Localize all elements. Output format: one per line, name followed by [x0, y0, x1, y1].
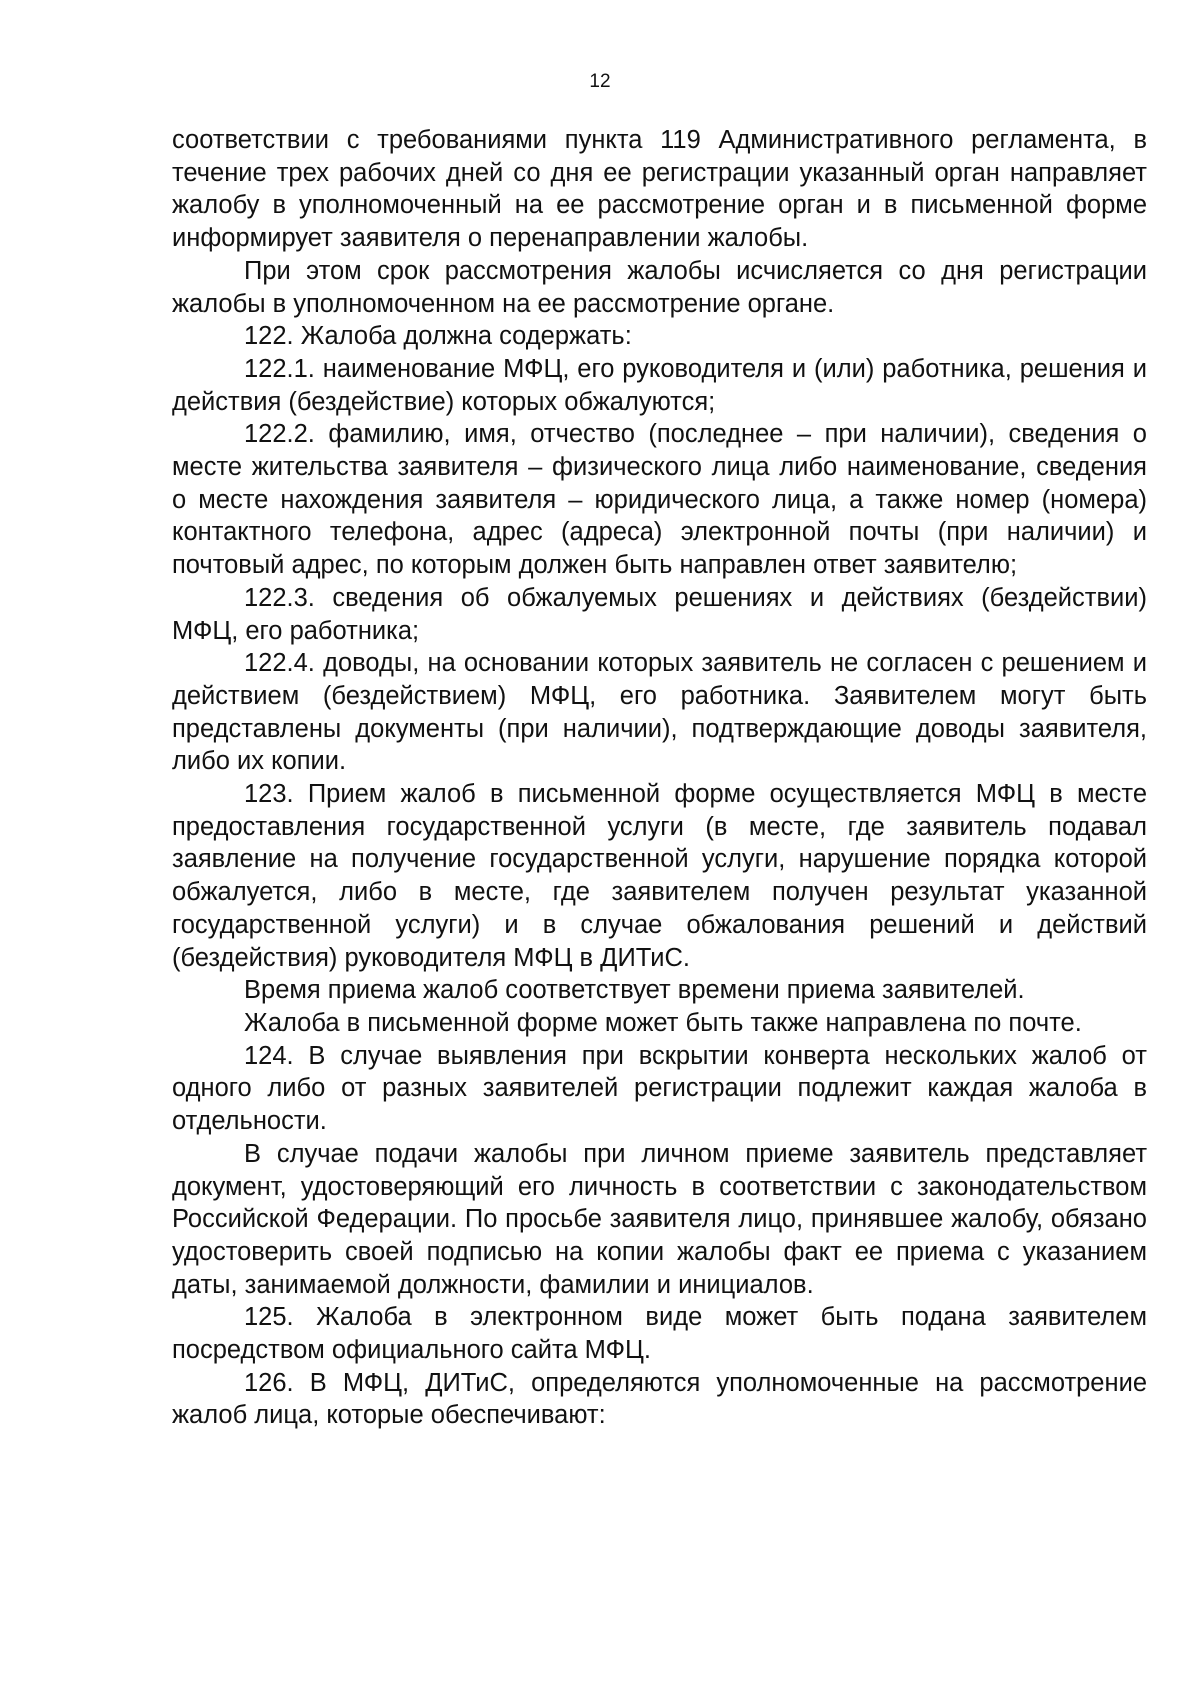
paragraph-124: 124. В случае выявления при вскрытии конверта нескольких жалоб от одного либо от разных заявителей регистрации подлежит каждая жалоба в отдельности. — [172, 1041, 1147, 1136]
page-number: 12 — [589, 71, 611, 92]
paragraph-123: 123. Прием жалоб в письменной форме осуществляется МФЦ в месте предоставления государственной услуги (в месте, где заявитель подавал заявление на получение государственной услуги, нарушение порядка которой обжалуется, либо в месте, где заявителем получен результат указанной государственной услуги) и в случае обжалования решений и действий (бездействия) руководителя МФЦ в ДИТиС. — [172, 780, 1147, 972]
document-body — [172, 124, 1147, 1432]
paragraph-review-period: При этом срок рассмотрения жалобы исчисляется со дня регистрации жалобы в уполномоченном на ее рассмотрение органе. — [172, 256, 1147, 318]
paragraph-122-2: 122.2. фамилию, имя, отчество (последнее – при наличии), сведения о месте жительства заявителя – физического лица либо наименование, сведения о месте нахождения заявителя – юридического лица, а также номер (номера) контактного телефона, адрес (адреса) электронной почты (при наличии) и почтовый адрес, по которым должен быть направлен ответ заявителю; — [172, 420, 1147, 580]
paragraph-reception-time: Время приема жалоб соответствует времени приема заявителей. — [244, 976, 1025, 1005]
paragraph-126: 126. В МФЦ, ДИТиС, определяются уполномоченные на рассмотрение жалоб лица, которые обеспечивают: — [172, 1368, 1147, 1430]
paragraph-continuation: соответствии с требованиями пункта 119 Административного регламента, в течение трех рабочих дней со дня ее регистрации указанный орган направляет жалобу в уполномоченный на ее рассмотрение орган и в письменной форме информирует заявителя о перенаправлении жалобы. — [172, 126, 1147, 253]
paragraph-122-3: 122.3. сведения об обжалуемых решениях и действиях (бездействии) МФЦ, его работника; — [172, 583, 1147, 645]
paragraph-122: 122. Жалоба должна содержать: — [244, 322, 632, 351]
paragraph-122-1: 122.1. наименование МФЦ, его руководителя и (или) работника, решения и действия (бездействие) которых обжалуются; — [172, 354, 1147, 416]
paragraph-postal-complaint: Жалоба в письменной форме может быть также направлена по почте. — [244, 1008, 1082, 1037]
paragraph-122-4: 122.4. доводы, на основании которых заявитель не согласен с решением и действием (бездействием) МФЦ, его работника. Заявителем могут быть представлены документы (при наличии), подтверждающие доводы заявителя, либо их копии. — [172, 649, 1147, 776]
paragraph-125: 125. Жалоба в электронном виде может быть подана заявителем посредством официального сайта МФЦ. — [172, 1303, 1147, 1365]
paragraph-personal-reception: В случае подачи жалобы при личном приеме заявитель представляет документ, удостоверяющий его личность в соответствии с законодательством Российской Федерации. По просьбе заявителя лицо, принявшее жалобу, обязано удостоверить своей подписью на копии жалобы факт ее приема с указанием даты, занимаемой должности, фамилии и инициалов. — [172, 1139, 1147, 1299]
